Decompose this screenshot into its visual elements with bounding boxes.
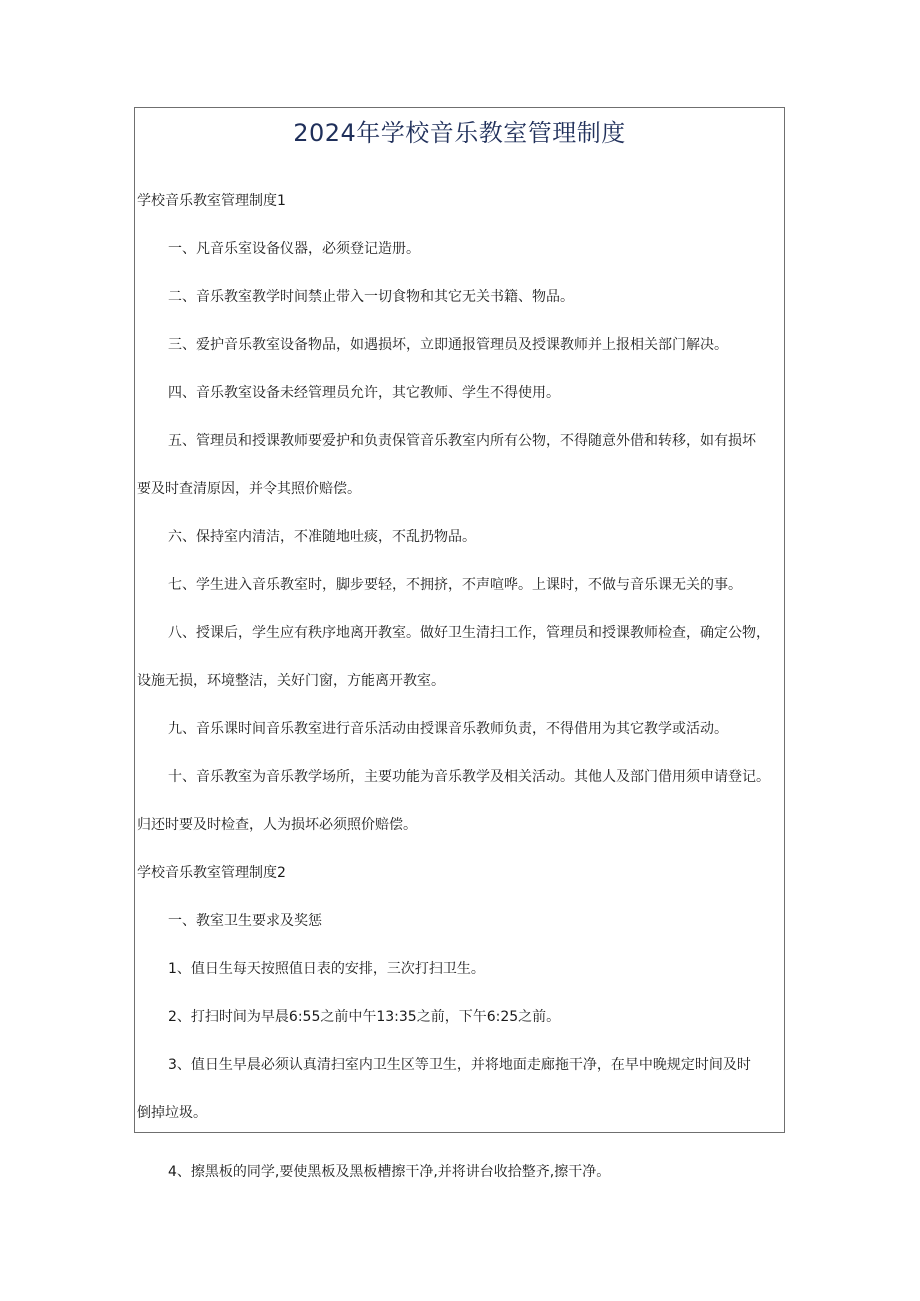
paragraph-line: 一、教室卫生要求及奖惩 [168, 913, 322, 929]
document-title: 2024年学校音乐教室管理制度 [293, 119, 626, 147]
paragraph-line: 4、擦黑板的同学,要使黑板及黑板槽擦干净,并将讲台收拾整齐,擦干净。 [168, 1164, 611, 1180]
paragraph-line: 九、音乐课时间音乐教室进行音乐活动由授课音乐教师负责，不得借用为其它教学或活动。 [168, 721, 728, 737]
paragraph-line: 六、保持室内清洁，不准随地吐痰，不乱扔物品。 [168, 529, 476, 545]
paragraph-line: 七、学生进入音乐教室时，脚步要轻，不拥挤，不声喧哗。上课时，不做与音乐课无关的事。 [168, 577, 742, 593]
paragraph-line: 十、音乐教室为音乐教学场所，主要功能为音乐教学及相关活动。其他人及部门借用须申请登记。 [168, 769, 770, 785]
section-heading: 学校音乐教室管理制度2 [137, 865, 286, 881]
paragraph-continuation: 倒掉垃圾。 [137, 1105, 207, 1121]
paragraph-continuation: 要及时查清原因，并令其照价赔偿。 [137, 481, 361, 497]
paragraph-line: 2、打扫时间为早晨6:55之前中午13:35之前，下午6:25之前。 [168, 1009, 561, 1025]
paragraph-line: 1、值日生每天按照值日表的安排，三次打扫卫生。 [168, 961, 485, 977]
paragraph-line: 一、凡音乐室设备仪器，必须登记造册。 [168, 241, 420, 257]
paragraph-line: 五、管理员和授课教师要爱护和负责保管音乐教室内所有公物，不得随意外借和转移，如有损坏 [168, 433, 756, 449]
paragraph-line: 二、音乐教室教学时间禁止带入一切食物和其它无关书籍、物品。 [168, 289, 574, 305]
paragraph-continuation: 归还时要及时检查，人为损坏必须照价赔偿。 [137, 817, 417, 833]
paragraph-continuation: 设施无损，环境整洁，关好门窗，方能离开教室。 [137, 673, 445, 689]
section-heading: 学校音乐教室管理制度1 [137, 193, 286, 209]
paragraph-line: 八、授课后，学生应有秩序地离开教室。做好卫生清扫工作，管理员和授课教师检查，确定公物， [168, 625, 770, 641]
paragraph-line: 三、爱护音乐教室设备物品，如遇损坏，立即通报管理员及授课教师并上报相关部门解决。 [168, 337, 728, 353]
paragraph-line: 3、值日生早晨必须认真清扫室内卫生区等卫生，并将地面走廊拖干净，在早中晚规定时间及时 [168, 1057, 751, 1073]
paragraph-line: 四、音乐教室设备未经管理员允许，其它教师、学生不得使用。 [168, 385, 560, 401]
